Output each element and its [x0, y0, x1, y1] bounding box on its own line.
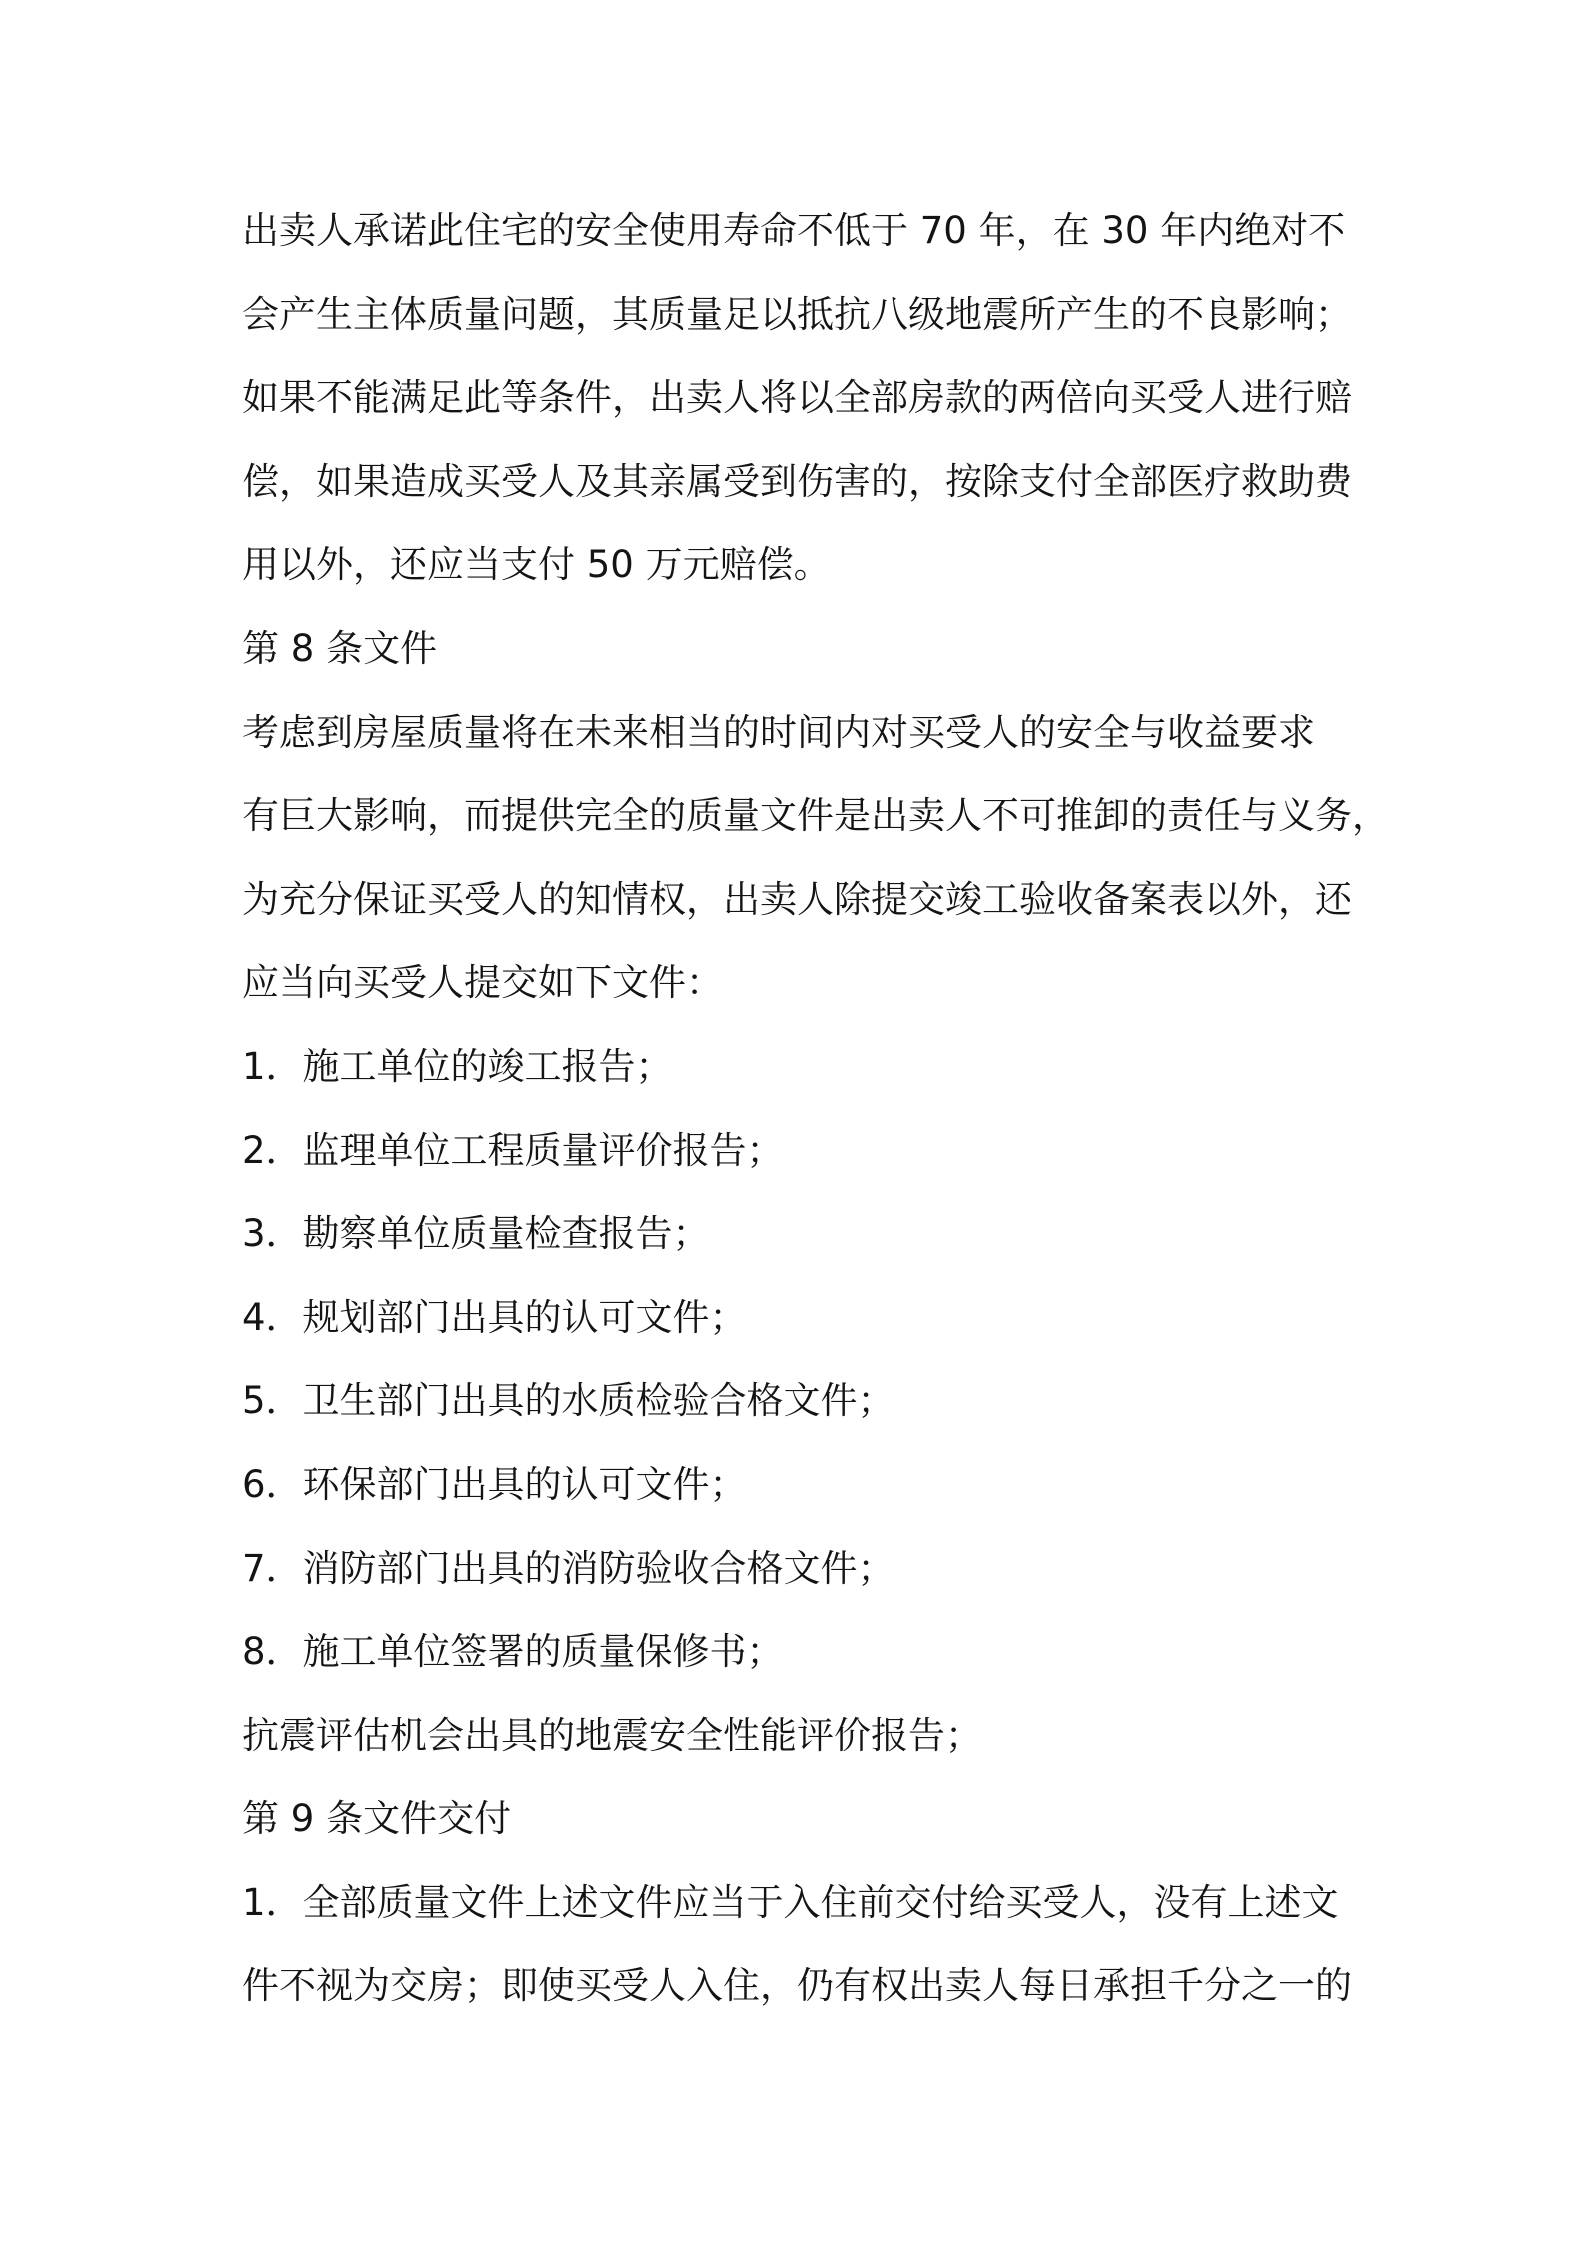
list-item: 4．规划部门出具的认可文件； — [242, 1295, 747, 1339]
paragraph-line: 会产生主体质量问题，其质量足以抵抗八级地震所产生的不良影响； — [242, 292, 1352, 336]
article-9-heading: 第 9 条文件交付 — [242, 1797, 512, 1841]
list-item-extra: 抗震评估机会出具的地震安全性能评价报告； — [242, 1713, 982, 1757]
document-list — [242, 1025, 1442, 1777]
list-item: 8．施工单位签署的质量保修书； — [242, 1630, 784, 1674]
paragraph-line: 件不视为交房；即使买受人入住，仍有权出卖人每日承担千分之一的 — [242, 1964, 1352, 2008]
paragraph-line: 为充分保证买受人的知情权，出卖人除提交竣工验收备案表以外，还 — [242, 877, 1352, 921]
paragraph-line: 出卖人承诺此住宅的安全使用寿命不低于 70 年，在 30 年内绝对不 — [242, 209, 1346, 252]
paragraph-line: 应当向买受人提交如下文件： — [242, 961, 723, 1005]
paragraph-line: 有巨大影响，而提供完全的质量文件是出卖人不可推卸的责任与义务， — [242, 794, 1389, 838]
paragraph-line: 1．全部质量文件上述文件应当于入住前交付给买受人，没有上述文 — [242, 1880, 1339, 1924]
article-8-heading: 第 8 条文件 — [242, 626, 438, 670]
paragraph-line: 如果不能满足此等条件，出卖人将以全部房款的两倍向买受人进行赔 — [242, 376, 1352, 420]
document-body — [242, 189, 1442, 2028]
list-item: 2．监理单位工程质量评价报告； — [242, 1128, 784, 1172]
article-9-section — [242, 1777, 1442, 2028]
list-item: 3．勘察单位质量检查报告； — [242, 1212, 710, 1256]
article-8-intro — [242, 691, 1442, 1025]
article-8-section — [242, 607, 1442, 1777]
list-item: 5．卫生部门出具的水质检验合格文件； — [242, 1379, 895, 1423]
article-7-paragraph — [242, 189, 1442, 607]
list-item: 7．消防部门出具的消防验收合格文件； — [242, 1546, 895, 1590]
paragraph-line: 偿，如果造成买受人及其亲属受到伤害的，按除支付全部医疗救助费 — [242, 459, 1352, 503]
list-item: 1．施工单位的竣工报告； — [242, 1044, 673, 1088]
paragraph-line: 考虑到房屋质量将在未来相当的时间内对买受人的安全与收益要求 — [242, 710, 1315, 754]
list-item: 6．环保部门出具的认可文件； — [242, 1462, 747, 1506]
paragraph-line: 用以外，还应当支付 50 万元赔偿。 — [242, 543, 831, 587]
